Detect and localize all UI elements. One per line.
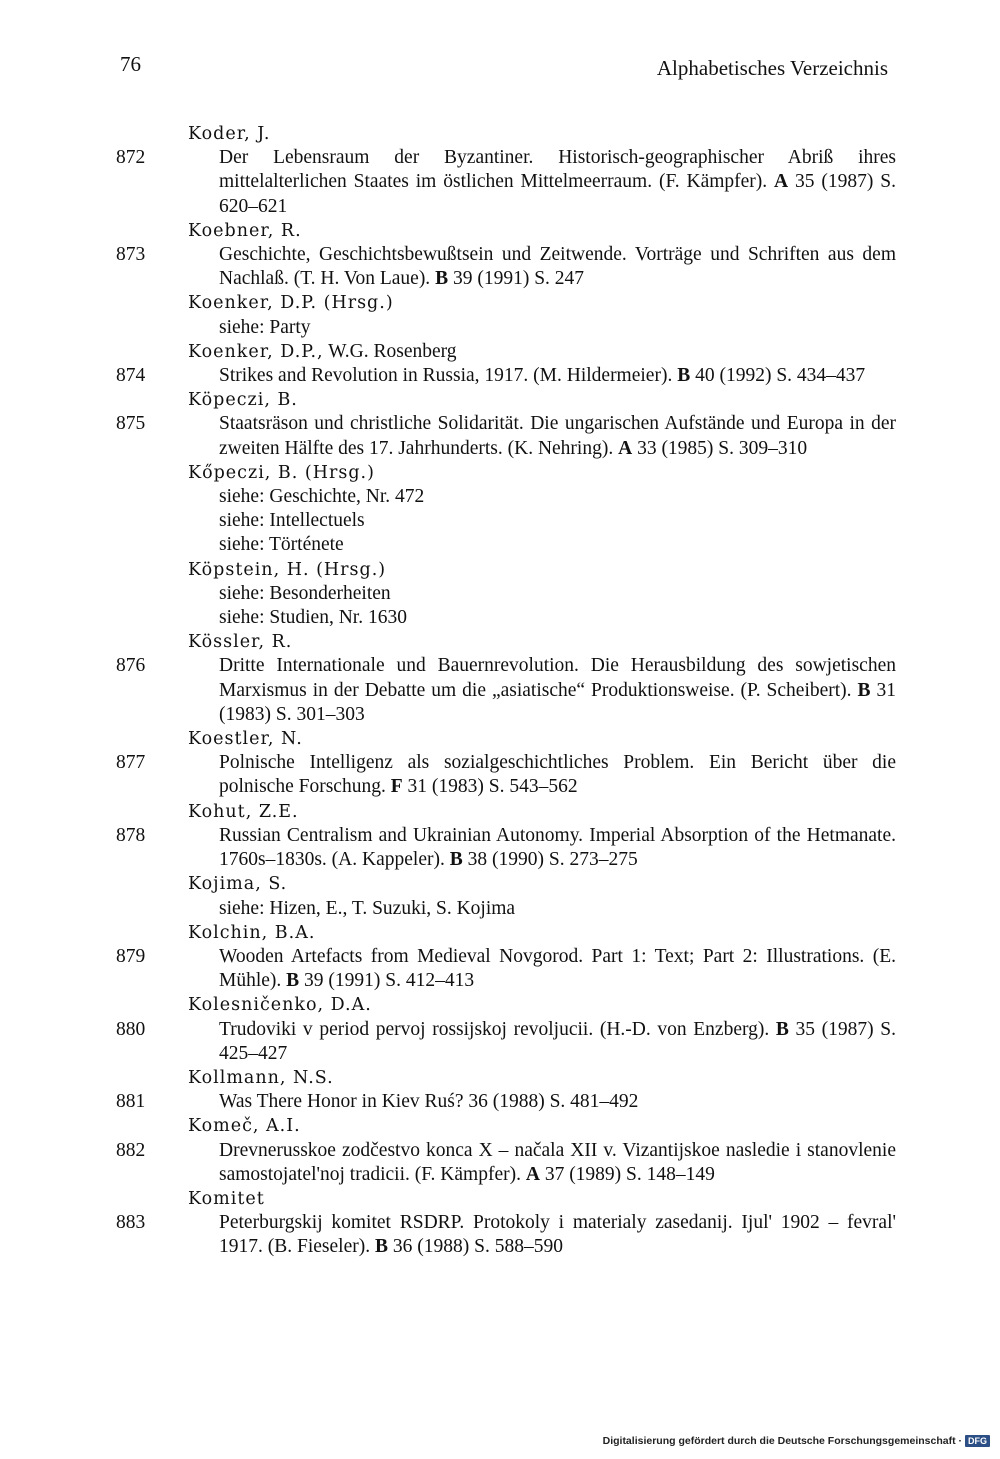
- index-entry: [116, 1090, 896, 1114]
- entry-reference: 37 (1989) S. 148–149: [539, 1163, 715, 1185]
- author-heading: [188, 558, 896, 582]
- entry-title: Strikes and Revolution in Russia, 1917. (M. Hildermeier).: [219, 365, 678, 387]
- entry-reference: 39 (1991) S. 247: [448, 268, 585, 290]
- entry-number: 872: [116, 147, 146, 169]
- entry-text: [219, 243, 896, 291]
- index-entry: [116, 243, 896, 291]
- entry-title: Wooden Artefacts from Medieval Novgorod. Part 1: Text; Part 2: Illustrations. (E. Mühle).: [219, 945, 896, 992]
- dfg-logo: DFG: [965, 1435, 990, 1447]
- author-heading: [188, 122, 896, 146]
- author-heading: [188, 340, 896, 364]
- entry-text: [219, 945, 896, 993]
- entry-title: Russian Centralism and Ukrainian Autonomy. Imperial Absorption of the Hetmanate. 1760s–1830s. (A. Kappeler).: [219, 824, 896, 871]
- author-heading: [188, 1066, 896, 1090]
- author-name: Kolchin, B.A.: [188, 922, 316, 943]
- author-name: Kolesničenko, D.A.: [188, 995, 372, 1016]
- entry-reference: 38 (1990) S. 273–275: [462, 849, 638, 871]
- index-entry: [116, 364, 896, 388]
- entry-reference: 39 (1991) S. 412–413: [299, 970, 475, 992]
- entry-text: [219, 1211, 896, 1259]
- entry-number: 874: [116, 365, 146, 387]
- entry-reference: 35 (1987) S. 620–621: [219, 171, 896, 217]
- entry-number: 878: [116, 824, 146, 846]
- author-heading: [188, 291, 896, 315]
- entry-text: [219, 412, 896, 460]
- index-entry: [116, 824, 896, 872]
- author-heading: [188, 388, 896, 412]
- see-reference: siehe: Party: [219, 316, 311, 338]
- entry-number: 875: [116, 413, 146, 435]
- entry-number: 880: [116, 1018, 146, 1040]
- entry-title: Trudoviki v period pervoj rossijskoj revoljucii. (H.-D. von Enzberg).: [219, 1018, 776, 1040]
- author-heading: [188, 219, 896, 243]
- journal-code: B: [677, 365, 691, 387]
- author-name: Kőpeczi, B. (Hrsg.): [188, 462, 375, 483]
- footer-text: Digitalisierung gefördert durch die Deutsche Forschungsgemeinschaft ·: [602, 1435, 962, 1447]
- entry-title: Polnische Intelligenz als sozialgeschichtliches Problem. Ein Bericht über die polnische Forschung.: [219, 752, 896, 798]
- author-name: Koenker, D.P.,: [188, 341, 324, 362]
- entry-text: [219, 824, 896, 872]
- entry-text: [219, 654, 896, 727]
- journal-code: F: [390, 776, 403, 798]
- entry-reference: 31 (1983) S. 543–562: [402, 776, 578, 798]
- author-heading: [188, 461, 896, 485]
- author-name: Komeč, A.I.: [188, 1116, 301, 1137]
- entry-reference: 40 (1992) S. 434–437: [690, 365, 866, 387]
- journal-code: A: [618, 437, 633, 459]
- entry-title: Was There Honor in Kiev Ruś? 36 (1988) S. 481–492: [219, 1091, 639, 1113]
- index-entry: [116, 654, 896, 727]
- page-number: 76: [120, 52, 141, 76]
- index-entry: [116, 751, 896, 799]
- author-name: Kollmann, N.S.: [188, 1067, 334, 1088]
- entry-text: [219, 1090, 896, 1114]
- author-name: Kössler, R.: [188, 632, 293, 653]
- see-reference: siehe: Studien, Nr. 1630: [219, 607, 407, 629]
- author-name: Kojima, S.: [188, 874, 288, 895]
- journal-code: B: [435, 268, 449, 290]
- index-entry: [116, 146, 896, 219]
- author-heading: [188, 1114, 896, 1138]
- entry-text: [219, 1018, 896, 1066]
- author-name: Komitet: [188, 1188, 265, 1209]
- journal-code: B: [286, 970, 300, 992]
- author-name-rest: W.G. Rosenberg: [323, 340, 457, 362]
- author-heading: [188, 1187, 896, 1211]
- entry-reference: 31 (1983) S. 301–303: [219, 679, 896, 725]
- entry-number: 883: [116, 1212, 146, 1234]
- author-heading: [188, 800, 896, 824]
- entry-reference: 36 (1988) S. 588–590: [388, 1236, 563, 1258]
- entry-number: 882: [116, 1139, 146, 1161]
- author-name: Kohut, Z.E.: [188, 801, 299, 822]
- author-heading: [188, 727, 896, 751]
- index-entry: [116, 1211, 896, 1259]
- index-entries: [116, 122, 896, 1260]
- journal-code: A: [525, 1163, 540, 1185]
- author-heading: [188, 993, 896, 1017]
- entry-title: Peterburgskij komitet RSDRP. Protokoly i materialy zasedanij. Ijul' 1902 – fevral' 1917. (B. Fieseler).: [219, 1212, 896, 1258]
- author-name: Köpstein, H. (Hrsg.): [188, 559, 387, 580]
- author-name: Köpeczi, B.: [188, 390, 298, 411]
- index-entry: [116, 945, 896, 993]
- journal-code: A: [774, 171, 789, 193]
- index-entry: [116, 1018, 896, 1066]
- entry-number: 881: [116, 1091, 146, 1113]
- entry-text: [219, 1139, 896, 1187]
- index-entry: [116, 1139, 896, 1187]
- entry-reference: 33 (1985) S. 309–310: [632, 437, 808, 459]
- entry-text: [219, 751, 896, 799]
- entry-number: 877: [116, 752, 146, 774]
- entry-number: 873: [116, 244, 146, 266]
- entry-text: [219, 146, 896, 219]
- see-reference: siehe: Hizen, E., T. Suzuki, S. Kojima: [219, 897, 516, 919]
- entry-title: Der Lebensraum der Byzantiner. Historisch-geographischer Abriß ihres mittelalterlichen Staates im östlichen Mittelmeerraum. (F. Kämpfer).: [219, 147, 896, 193]
- entry-title: Geschichte, Geschichtsbewußtsein und Zeitwende. Vorträge und Schriften aus dem Nachlaß. (T. H. Von Laue).: [219, 244, 896, 290]
- entry-title: Drevnerusskoe zodčestvo konca X – načala XII v. Vizantijskoe nasledie i stanovlenie samostojatel'noj tradicii. (F. Kämpfer).: [219, 1139, 896, 1185]
- journal-code: B: [374, 1236, 388, 1258]
- entry-reference: 35 (1987) S. 425–427: [219, 1018, 896, 1064]
- see-reference: siehe: Besonderheiten: [219, 582, 391, 604]
- author-name: Koder, J.: [188, 124, 271, 144]
- journal-code: B: [857, 679, 871, 701]
- author-heading: [188, 630, 896, 654]
- author-name: Koenker, D.P. (Hrsg.): [188, 293, 394, 314]
- entry-title: Staatsräson und christliche Solidarität. Die ungarischen Aufstände und Europa in der zweiten Hälfte des 17. Jahrhunderts. (K. Nehring).: [219, 413, 896, 459]
- entry-number: 879: [116, 945, 146, 967]
- journal-code: B: [449, 849, 463, 871]
- author-name: Koestler, N.: [188, 729, 303, 750]
- author-heading: [188, 872, 896, 896]
- entry-number: 876: [116, 655, 146, 677]
- running-head: Alphabetisches Verzeichnis: [656, 56, 888, 80]
- entry-title: Dritte Internationale und Bauernrevolution. Die Herausbildung des sowjetischen Marxismus in der Debatte um die „asiatische“ Produktionsweise. (P. Scheibert).: [219, 655, 896, 701]
- author-name: Koebner, R.: [188, 220, 302, 241]
- see-reference: siehe: Geschichte, Nr. 472: [219, 486, 425, 508]
- see-reference: siehe: Története: [219, 534, 344, 556]
- author-heading: [188, 921, 896, 945]
- see-reference: siehe: Intellectuels: [219, 510, 365, 532]
- journal-code: B: [775, 1018, 789, 1040]
- index-entry: [116, 412, 896, 460]
- entry-text: [219, 364, 896, 388]
- footer: [603, 1435, 990, 1447]
